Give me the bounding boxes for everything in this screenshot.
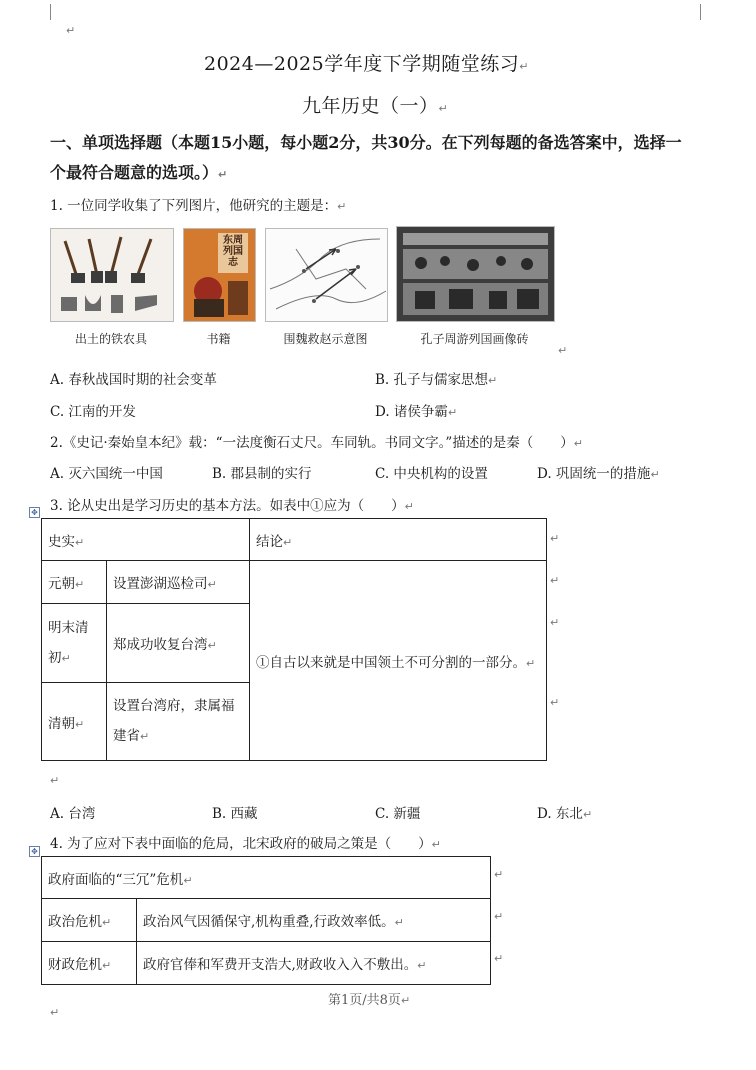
row-end-mark: ↵	[494, 952, 504, 965]
q2-option-c: C. 中央机构的设置	[375, 466, 488, 482]
row-end-mark: ↵	[550, 574, 560, 587]
table-anchor-icon[interactable]: ✥	[29, 507, 40, 518]
table-cell-desc: 政府官俸和军费开支浩大,财政收入入不敷出。↵	[137, 942, 491, 985]
question-3: 3. 论从史出是学习历史的基本方法。如表中①应为（ ）↵	[50, 498, 414, 514]
table-anchor-icon[interactable]: ✥	[29, 846, 40, 857]
question-4: 4. 为了应对下表中面临的危局，北宋政府的破局之策是（ ）↵	[50, 836, 441, 852]
table-header-conclusion: 结论↵	[250, 519, 547, 561]
image-caption-relief-brick: 孔子周游列国画像砖	[420, 332, 529, 346]
paragraph-mark: ↵	[50, 774, 60, 787]
row-end-mark: ↵	[550, 696, 560, 709]
section-heading-line2: 个最符合题意的选项。）↵	[50, 163, 228, 182]
image-caption-book: 书籍	[206, 332, 231, 346]
row-end-mark: ↵	[494, 868, 504, 881]
table-cell-desc: 政治风气因循保守,机构重叠,行政效率低。↵	[137, 899, 491, 942]
q2-option-d: D. 巩固统一的措施↵	[537, 466, 660, 482]
map-image	[265, 228, 388, 322]
q1-option-b: B. 孔子与儒家思想↵	[375, 372, 498, 388]
q3-option-a: A. 台湾	[50, 806, 96, 822]
table-cell-fact: 设置澎湖巡检司↵	[107, 561, 250, 604]
row-end-mark: ↵	[550, 616, 560, 629]
q2-option-b: B. 郡县制的实行	[212, 466, 312, 482]
row-end-mark: ↵	[494, 910, 504, 923]
q3-option-d: D. 东北↵	[537, 806, 593, 822]
q3-table	[41, 518, 547, 761]
question-1: 1. 一位同学收集了下列图片，他研究的主题是：↵	[50, 198, 347, 214]
table-header-crisis: 政府面临的“三冗”危机↵	[42, 857, 491, 899]
q4-table	[41, 856, 491, 985]
q1-option-d: D. 诸侯争霸↵	[375, 404, 458, 420]
table-cell-era: 元朝↵	[42, 561, 107, 604]
paragraph-mark: ↵	[50, 1006, 60, 1019]
table-cell-conclusion: ①自古以来就是中国领土不可分割的一部分。↵	[250, 561, 547, 761]
image-caption-map: 围魏救赵示意图	[283, 332, 368, 346]
paragraph-mark: ↵	[66, 24, 76, 37]
table-cell-fact: 设置台湾府，隶属福 建省↵	[107, 683, 250, 761]
image-caption-iron-tools: 出土的铁农具	[74, 332, 147, 346]
q3-option-b: B. 西藏	[212, 806, 258, 822]
table-cell-fact: 郑成功收复台湾↵	[107, 604, 250, 683]
page-corner-mark-left	[50, 4, 51, 20]
book-title: 东周列国志	[223, 235, 243, 268]
table-cell-era: 明末清 初↵	[42, 604, 107, 683]
book-cover-image	[183, 228, 256, 322]
q2-option-a: A. 灭六国统一中国	[50, 466, 163, 482]
row-end-mark: ↵	[550, 532, 560, 545]
table-cell-label: 财政危机↵	[42, 942, 137, 985]
q1-option-c: C. 江南的开发	[50, 404, 136, 420]
relief-brick-image	[396, 226, 555, 322]
section-heading: 一、单项选择题（本题15小题，每小题2分，共30分。在下列每题的备选答案中，选择一	[50, 133, 682, 152]
page-subtitle: 九年历史（一）↵	[302, 95, 449, 117]
question-2: 2.《史记·秦始皇本纪》载：“一法度衡石丈尺。车同轨。书同文字。”描述的是秦（ ）↵	[50, 435, 583, 451]
table-cell-era: 清朝↵	[42, 683, 107, 761]
page-number: 第1页/共8页↵	[328, 993, 411, 1008]
iron-tools-image	[50, 228, 174, 322]
q3-option-c: C. 新疆	[375, 806, 421, 822]
page-corner-mark-right	[700, 4, 701, 20]
paragraph-mark: ↵	[558, 344, 568, 357]
page-title: 2024—2025学年度下学期随堂练习↵	[204, 53, 529, 75]
table-cell-label: 政治危机↵	[42, 899, 137, 942]
table-header-facts: 史实↵	[42, 519, 250, 561]
q1-option-a: A. 春秋战国时期的社会变革	[50, 372, 217, 388]
